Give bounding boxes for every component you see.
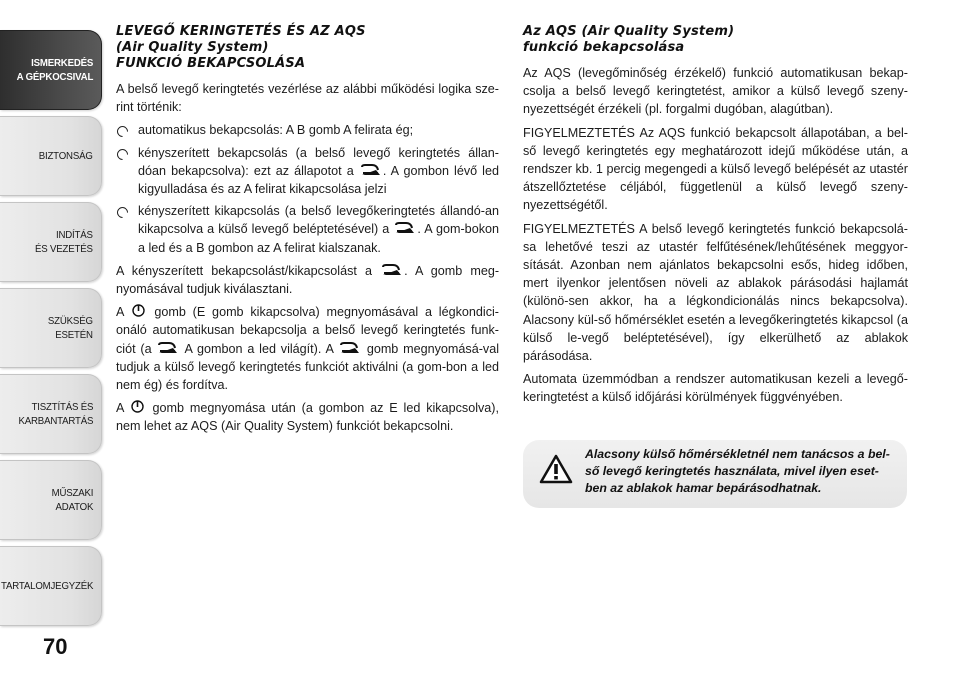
tab-label: INDÍTÁS ÉS VEZETÉS bbox=[35, 229, 93, 255]
paragraph: Az AQS (levegőminőség érzékelő) funkció automatikusan bekap-csolja a belső levegő keringtetést, amikor a külső levegő szeny-nyezettségét érzékeli (pl. forgalmi dugóban, alagútban). bbox=[523, 66, 908, 117]
tab-biztonsag[interactable] bbox=[0, 116, 102, 196]
tab-label: BIZTONSÁG bbox=[39, 150, 93, 162]
paragraph: FIGYELMEZTETÉS Az AQS funkció bekapcsolt állapotában, a bel-ső levegő keringtetés egy meghatározott idejű működése után, a rendszer kb. 1 percig megengedi a külső levegő belépését az utastér átszellőztetése céljából, függetlenül a külső levegő szeny-nyezettségétől. bbox=[523, 125, 908, 213]
text-span: A gombon a led világít). A bbox=[184, 341, 334, 356]
bullet-icon bbox=[115, 124, 131, 140]
tab-ismerkedes[interactable] bbox=[0, 30, 102, 110]
text-span: gomb megnyomása után (a gombon az E led kikapcsolva), nem lehet az AQS (Air Quality System) funkciót bekapcsolni. bbox=[116, 401, 500, 434]
tab-label: TARTALOMJEGYZÉK bbox=[0, 580, 93, 592]
list-item-text: automatikus bekapcsolás: A B gomb A felirata ég; bbox=[138, 123, 414, 138]
tab-tisztitas[interactable] bbox=[0, 374, 102, 454]
right-heading-line: funkció bekapcsolása bbox=[523, 40, 685, 55]
text-span: gomb megnyomásá-val tudjuk a külső levegő keringtetés funkciót aktiválni (a gom-bon a led nem ég) és fordítva. bbox=[116, 341, 500, 393]
paragraph bbox=[116, 399, 499, 435]
tab-inditas[interactable] bbox=[0, 202, 102, 282]
left-heading-line: FUNKCIÓ BEKAPCSOLÁSA bbox=[116, 56, 306, 71]
mode-list bbox=[116, 121, 499, 256]
recirculation-icon bbox=[361, 164, 381, 176]
warning-box bbox=[523, 440, 907, 508]
bullet-icon bbox=[115, 146, 131, 162]
right-heading bbox=[523, 24, 908, 56]
recirculation-icon bbox=[158, 342, 178, 354]
left-heading-line: (Air Quality System) bbox=[116, 40, 269, 55]
right-column bbox=[523, 24, 908, 412]
left-heading-line: LEVEGŐ KERINGTETÉS ÉS AZ AQS bbox=[116, 24, 366, 39]
text-span: A bbox=[116, 305, 124, 320]
list-item-text: kényszerített kikapcsolás (a belső levegőkeringtetés állandó-an kikapcsolva a külső levegő beléptetésével) a bbox=[138, 204, 499, 237]
text-span: gomb (E gomb kikapcsolva) megnyomásával a légkondici-onáló automatikusan bekapcsolja a belső levegő keringtetés funk-ciót (a bbox=[116, 305, 499, 356]
power-button-icon bbox=[131, 400, 144, 413]
list-item bbox=[116, 144, 499, 199]
warning-triangle-icon bbox=[539, 454, 573, 484]
recirculation-icon bbox=[382, 264, 402, 276]
tab-label: TISZTÍTÁS ÉS KARBANTARTÁS bbox=[18, 401, 93, 427]
list-item-text: . A gombon lévő led kigyulladása és az A felirat kikapcsolása jelzi bbox=[138, 163, 499, 197]
power-button-icon bbox=[132, 304, 145, 317]
list-item bbox=[116, 202, 499, 257]
bullet-icon bbox=[115, 205, 131, 221]
recirculation-icon bbox=[340, 342, 360, 354]
warning-text: Alacsony külső hőmérsékletnél nem tanácsos a bel-ső levegő keringtetés használata, mivel ilyen eset-ben az ablakok hamar bepárásodhatnak. bbox=[585, 447, 890, 495]
recirculation-icon bbox=[395, 222, 415, 234]
paragraph: FIGYELMEZTETÉS A belső levegő keringtetés funkció bekapcsolá-sa lehetővé teszi az utastér felfűtésének/lehűtésének meggyor-sítását. Azonban nem ajánlatos bekapcsolni esős, hideg időben, mert ilyenkor jelentősen növeli az ablakok párásodási hajlamát (különö-sen akkor, ha a légkondicionálás nincs bekapcsolva). Alacsony kül-ső hőmérséklet esetén a levegőkeringtetés kikapcsol (a külső le-vegő beléptetésével), így elkerülhető az ablakok párásodása. bbox=[523, 221, 908, 364]
tab-label: ISMERKEDÉS A GÉPKOCSIVAL bbox=[16, 57, 93, 83]
list-item-text: kényszerített bekapcsolás (a belső levegő keringtetés állan-dóan bekapcsolva): ezt az állapotot a bbox=[138, 145, 499, 178]
list-item bbox=[116, 121, 499, 139]
tab-tartalomjegyzek[interactable] bbox=[0, 546, 102, 626]
intro-paragraph: A belső levegő keringtetés vezérlése az alábbi működési logika sze-rint történik: bbox=[116, 82, 499, 115]
page-number: 70 bbox=[43, 634, 68, 659]
text-span: A bbox=[116, 401, 124, 416]
left-heading bbox=[116, 24, 499, 72]
tab-label: SZÜKSÉG ESETÉN bbox=[48, 315, 93, 341]
tab-muszaki[interactable] bbox=[0, 460, 102, 540]
paragraph: Automata üzemmódban a rendszer automatikusan kezeli a levegő-keringtetést a külső időjárási körülmények függvényében. bbox=[523, 372, 908, 405]
paragraph bbox=[116, 303, 499, 394]
left-column bbox=[116, 24, 499, 441]
paragraph bbox=[116, 262, 499, 298]
right-heading-line: Az AQS (Air Quality System) bbox=[523, 24, 735, 39]
text-span: A kényszerített bekapcsolást/kikapcsolást a bbox=[116, 263, 372, 278]
list-item-text: . A gom-bokon a led és a B gombon az A felirat kialszanak. bbox=[138, 222, 500, 255]
text-span: . A gomb meg-nyomásával tudjuk kiválasztani. bbox=[116, 263, 500, 297]
tab-szukseg[interactable] bbox=[0, 288, 102, 368]
tab-label: MŰSZAKI ADATOK bbox=[51, 487, 93, 513]
